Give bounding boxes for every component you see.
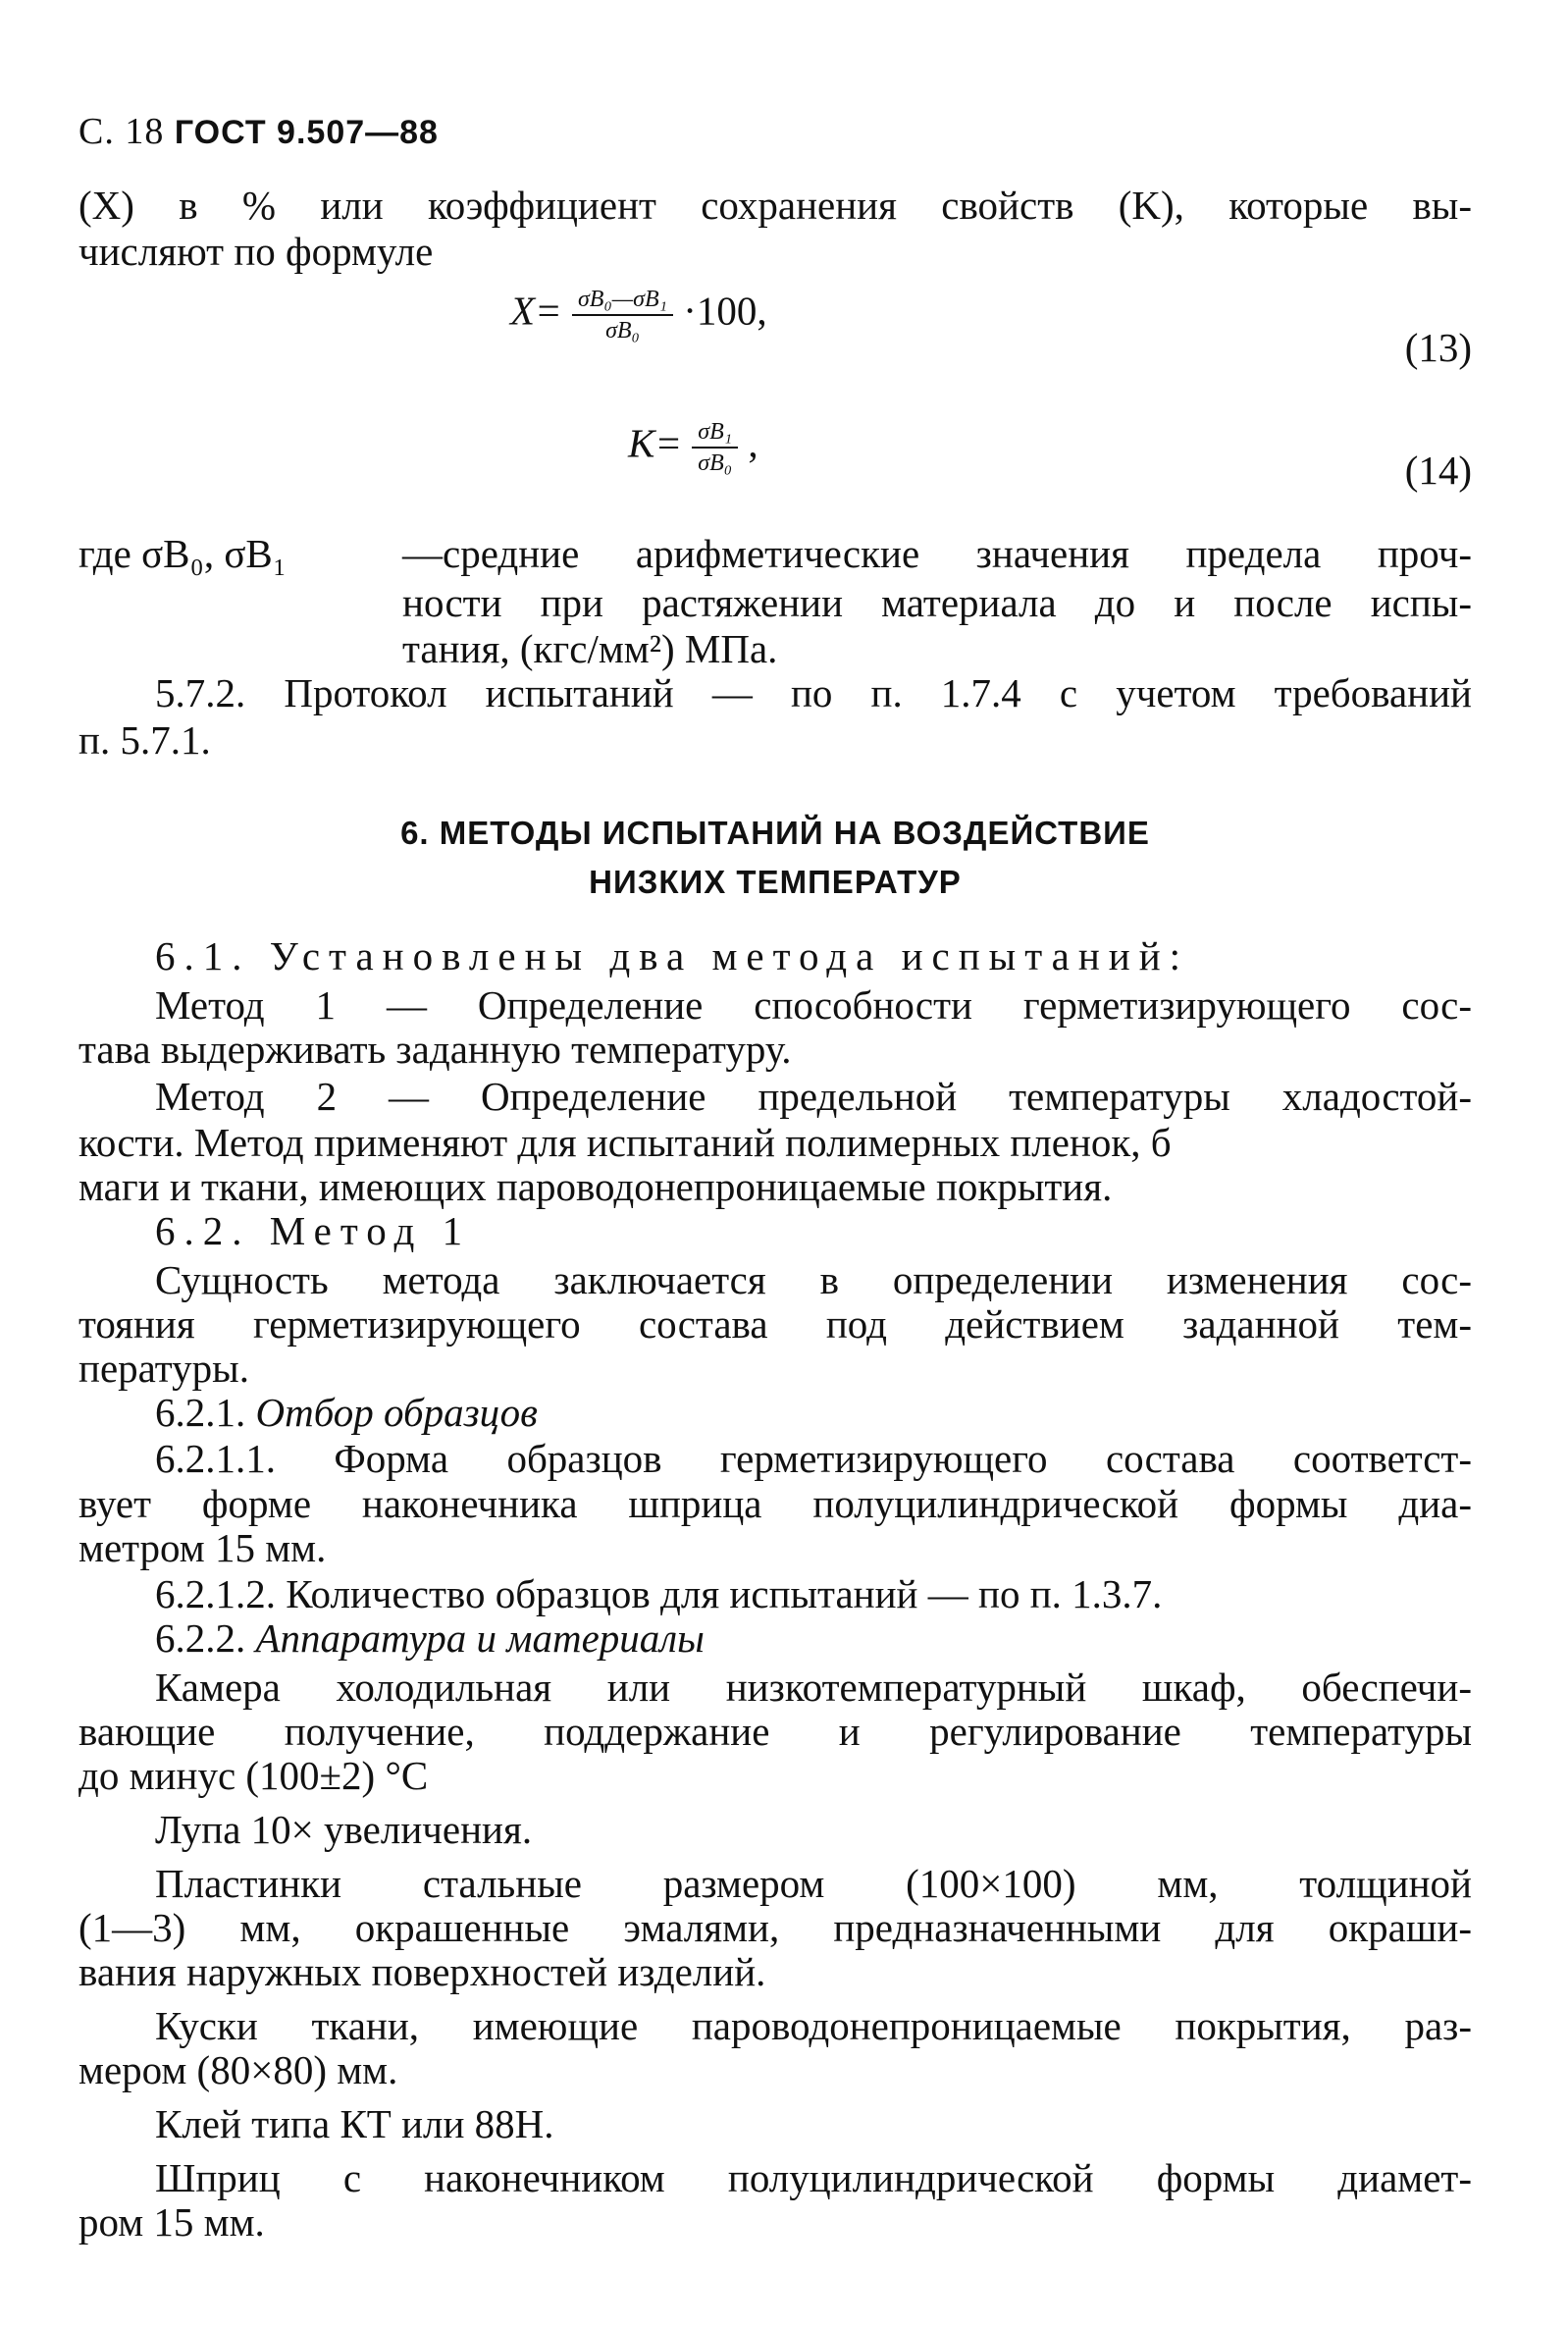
intro-line-2: числяют по формуле xyxy=(78,229,434,274)
p6211-line-2: вует форме наконечника шприца полуцилиндрической формы диа- xyxy=(78,1481,1472,1526)
where-line-2: ности при растяжении материала до и после испы- xyxy=(402,580,1472,625)
formula-14-denominator: σB₀ xyxy=(698,450,733,476)
where-line-3: тания, (кгс/мм²) МПа. xyxy=(402,626,778,671)
formula-14-numerator: σB₁ xyxy=(692,417,738,449)
section-6-heading-2: НИЗКИХ ТЕМПЕРАТУР xyxy=(589,864,962,900)
p6212: 6.2.1.2. Количество образцов для испытаний — по п. 1.3.7. xyxy=(155,1571,1163,1616)
p62-line-3: пературы. xyxy=(78,1346,249,1391)
p6211-line-3: метром 15 мм. xyxy=(78,1525,327,1570)
plates-line-1: Пластинки стальные размером (100×100) мм, толщиной xyxy=(155,1861,1472,1906)
camera-line-1: Камера холодильная или низкотемпературный шкаф, обеспечи- xyxy=(155,1665,1472,1710)
formula-13-number: (13) xyxy=(1404,325,1472,370)
formula-13-rhs: ·100, xyxy=(683,288,767,334)
fabric-line-1: Куски ткани, имеющие пароводонепроницаемые покрытия, раз- xyxy=(155,2003,1472,2048)
document-page xyxy=(78,0,1472,2326)
p6211-line-1: 6.2.1.1. Форма образцов герметизирующего состава соответст- xyxy=(155,1436,1472,1481)
p622-title-text: Аппаратура и материалы xyxy=(255,1615,705,1661)
where-line-1: —средние арифметические значения предела проч- xyxy=(402,531,1472,576)
formula-14-lhs: K= xyxy=(628,420,683,466)
fabric-line-2: мером (80×80) мм. xyxy=(78,2047,398,2092)
plates-line-3: вания наружных поверхностей изделий. xyxy=(78,1949,766,1994)
p572-line-2: п. 5.7.1. xyxy=(78,717,211,763)
page-number: С. 18 xyxy=(78,111,165,152)
formula-14-fraction xyxy=(692,417,738,478)
p622-number: 6.2.2. xyxy=(155,1615,246,1661)
camera-line-3: до минус (100±2) °С xyxy=(78,1753,429,1798)
p621-title xyxy=(155,1389,538,1436)
formula-14-rhs: , xyxy=(748,420,758,466)
magnifier-line: Лупа 10× увеличения. xyxy=(155,1807,533,1852)
p62-title: 6.2. Метод 1 xyxy=(155,1208,472,1253)
p61-method1-line-2: тава выдерживать заданную температуру. xyxy=(78,1027,792,1072)
formula-13-denominator: σB₀ xyxy=(605,318,640,344)
plates-line-2: (1—3) мм, окрашенные эмалями, предназначенными для окраши- xyxy=(78,1905,1472,1950)
p62-line-1: Сущность метода заключается в определении изменения сос- xyxy=(155,1257,1472,1302)
p572-line-1: 5.7.2. Протокол испытаний — по п. 1.7.4 с учетом требований xyxy=(155,670,1472,715)
p61-method2-line-1: Метод 2 — Определение предельной температуры хладостой- xyxy=(155,1074,1472,1119)
formula-13-numerator: σB₀—σB₁ xyxy=(572,285,673,316)
syringe-line-1: Шприц с наконечником полуцилиндрической формы диамет- xyxy=(155,2155,1472,2200)
p61-method2-line-3: маги и ткани, имеющих пароводонепроницаемые покрытия. xyxy=(78,1164,1113,1209)
p621-title-text: Отбор образцов xyxy=(255,1390,538,1435)
syringe-line-2: ром 15 мм. xyxy=(78,2199,265,2245)
p61-method2-line-2: кости. Метод применяют для испытаний полимерных пленок, б xyxy=(78,1120,1172,1165)
p622-title xyxy=(155,1614,705,1662)
p621-number: 6.2.1. xyxy=(155,1390,246,1435)
formula-13-lhs: X= xyxy=(510,288,562,334)
glue-line: Клей типа КТ или 88Н. xyxy=(155,2101,554,2146)
formula-14 xyxy=(628,417,758,478)
where-label: где σB₀, σB₁ xyxy=(78,531,287,576)
intro-line-1: (X) в % или коэффициент сохранения свойств (K), которые вы- xyxy=(78,183,1472,228)
p61-method1-line-1: Метод 1 — Определение способности герметизирующего сос- xyxy=(155,982,1472,1028)
camera-line-2: вающие получение, поддержание и регулирование температуры xyxy=(78,1709,1472,1754)
p62-line-2: тояния герметизирующего состава под действием заданной тем- xyxy=(78,1301,1472,1347)
section-6-heading-1: 6. МЕТОДЫ ИСПЫТАНИЙ НА ВОЗДЕЙСТВИЕ xyxy=(400,815,1150,851)
p61-title: 6.1. Установлены два метода испытаний: xyxy=(155,933,1190,978)
standard-title: ГОСТ 9.507—88 xyxy=(174,114,439,151)
page-header xyxy=(78,110,439,153)
formula-13-fraction xyxy=(572,285,673,345)
formula-13 xyxy=(510,285,767,345)
formula-14-number: (14) xyxy=(1404,448,1472,493)
